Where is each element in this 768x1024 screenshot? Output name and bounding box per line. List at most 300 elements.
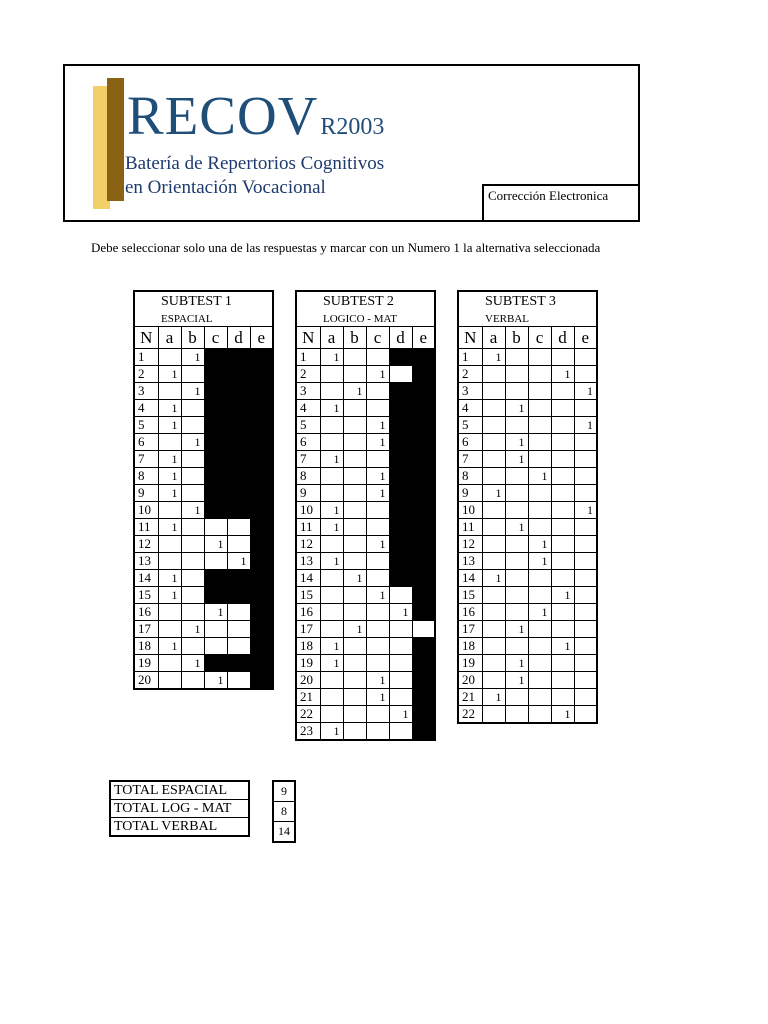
blocked-cell	[250, 417, 273, 434]
answer-cell[interactable]	[574, 621, 597, 638]
answer-cell[interactable]	[574, 553, 597, 570]
answer-cell[interactable]: 1	[366, 689, 389, 706]
answer-cell[interactable]	[320, 536, 343, 553]
answer-cell[interactable]	[181, 638, 204, 655]
answer-cell[interactable]	[505, 587, 528, 604]
answer-cell[interactable]	[528, 417, 551, 434]
answer-cell[interactable]	[320, 587, 343, 604]
question-number: 13	[296, 553, 320, 570]
answer-cell[interactable]	[551, 383, 574, 400]
answer-cell[interactable]	[343, 400, 366, 417]
answer-cell[interactable]	[320, 485, 343, 502]
answer-cell[interactable]	[528, 587, 551, 604]
answer-cell[interactable]	[482, 621, 505, 638]
answer-cell[interactable]: 1	[158, 451, 181, 468]
answer-cell[interactable]	[158, 655, 181, 672]
answer-cell[interactable]	[227, 604, 250, 621]
answer-cell[interactable]: 1	[158, 468, 181, 485]
blocked-cell	[412, 400, 435, 417]
answer-cell[interactable]	[158, 621, 181, 638]
answer-cell[interactable]	[574, 349, 597, 366]
answer-cell[interactable]	[227, 519, 250, 536]
blocked-cell	[250, 451, 273, 468]
answer-row	[134, 519, 273, 536]
answer-cell[interactable]	[528, 434, 551, 451]
answer-cell[interactable]	[551, 621, 574, 638]
answer-cell[interactable]	[204, 519, 227, 536]
answer-cell[interactable]: 1	[482, 689, 505, 706]
blocked-cell	[412, 570, 435, 587]
answer-cell[interactable]	[181, 366, 204, 383]
answer-cell[interactable]: 1	[505, 621, 528, 638]
answer-cell[interactable]: 1	[320, 655, 343, 672]
answer-cell[interactable]: 1	[482, 349, 505, 366]
answer-cell[interactable]	[366, 451, 389, 468]
answer-cell[interactable]	[574, 689, 597, 706]
answer-cell[interactable]	[320, 434, 343, 451]
answer-cell[interactable]	[158, 383, 181, 400]
answer-cell[interactable]: 1	[158, 400, 181, 417]
answer-cell[interactable]	[343, 638, 366, 655]
answer-cell[interactable]	[181, 485, 204, 502]
answer-cell[interactable]: 1	[181, 621, 204, 638]
answer-cell[interactable]: 1	[505, 655, 528, 672]
answer-cell[interactable]: 1	[505, 451, 528, 468]
answer-row	[296, 570, 435, 587]
answer-cell[interactable]	[505, 349, 528, 366]
question-number: 15	[296, 587, 320, 604]
column-header-b: b	[343, 327, 366, 349]
answer-cell[interactable]: 1	[320, 723, 343, 741]
answer-cell[interactable]	[181, 672, 204, 690]
answer-cell[interactable]	[505, 638, 528, 655]
answer-cell[interactable]	[320, 621, 343, 638]
answer-cell[interactable]	[574, 366, 597, 383]
answer-cell[interactable]	[204, 553, 227, 570]
answer-cell[interactable]	[158, 672, 181, 690]
answer-cell[interactable]	[505, 553, 528, 570]
answer-cell[interactable]: 1	[574, 502, 597, 519]
answer-cell[interactable]: 1	[320, 400, 343, 417]
answer-cell[interactable]	[574, 400, 597, 417]
answer-cell[interactable]	[227, 672, 250, 690]
answer-cell[interactable]	[551, 434, 574, 451]
answer-cell[interactable]	[366, 553, 389, 570]
answer-cell[interactable]	[528, 400, 551, 417]
answer-cell[interactable]	[551, 451, 574, 468]
answer-row	[134, 604, 273, 621]
answer-cell[interactable]: 1	[528, 536, 551, 553]
answer-cell[interactable]	[343, 604, 366, 621]
answer-cell[interactable]	[389, 655, 412, 672]
answer-cell[interactable]	[320, 417, 343, 434]
answer-cell[interactable]: 1	[204, 672, 227, 690]
answer-row	[458, 519, 597, 536]
answer-cell[interactable]: 1	[320, 451, 343, 468]
answer-cell[interactable]	[551, 604, 574, 621]
answer-cell[interactable]: 1	[158, 485, 181, 502]
answer-cell[interactable]	[482, 587, 505, 604]
answer-cell[interactable]	[343, 553, 366, 570]
answer-cell[interactable]	[482, 672, 505, 689]
blocked-cell	[250, 553, 273, 570]
answer-cell[interactable]	[320, 689, 343, 706]
answer-cell[interactable]: 1	[389, 604, 412, 621]
answer-cell[interactable]	[574, 536, 597, 553]
blocked-cell	[389, 519, 412, 536]
answer-cell[interactable]	[482, 383, 505, 400]
answer-cell[interactable]	[574, 604, 597, 621]
answer-cell[interactable]	[181, 587, 204, 604]
answer-cell[interactable]	[551, 689, 574, 706]
answer-cell[interactable]	[389, 366, 412, 383]
answer-cell[interactable]	[482, 706, 505, 724]
answer-cell[interactable]	[482, 553, 505, 570]
answer-cell[interactable]	[343, 536, 366, 553]
answer-cell[interactable]	[528, 349, 551, 366]
subtest-1-table	[133, 290, 274, 690]
answer-cell[interactable]	[482, 434, 505, 451]
answer-cell[interactable]: 1	[320, 519, 343, 536]
answer-cell[interactable]: 1	[551, 587, 574, 604]
answer-cell[interactable]: 1	[158, 587, 181, 604]
answer-cell[interactable]	[366, 383, 389, 400]
answer-cell[interactable]	[343, 451, 366, 468]
blocked-cell	[412, 502, 435, 519]
answer-cell[interactable]	[551, 570, 574, 587]
blocked-cell	[412, 485, 435, 502]
answer-cell[interactable]	[389, 672, 412, 689]
blocked-cell	[412, 689, 435, 706]
answer-cell[interactable]: 1	[366, 536, 389, 553]
answer-cell[interactable]: 1	[551, 706, 574, 724]
answer-cell[interactable]	[343, 519, 366, 536]
blocked-cell	[204, 417, 227, 434]
answer-cell[interactable]: 1	[366, 587, 389, 604]
answer-cell[interactable]	[412, 621, 435, 638]
answer-cell[interactable]: 1	[204, 604, 227, 621]
question-number: 20	[458, 672, 482, 689]
answer-cell[interactable]: 1	[482, 485, 505, 502]
question-number: 8	[296, 468, 320, 485]
answer-cell[interactable]: 1	[320, 349, 343, 366]
answer-row	[296, 604, 435, 621]
answer-row	[296, 502, 435, 519]
answer-cell[interactable]: 1	[227, 553, 250, 570]
answer-cell[interactable]: 1	[181, 383, 204, 400]
blocked-cell	[250, 349, 273, 366]
blocked-cell	[204, 485, 227, 502]
answer-cell[interactable]: 1	[505, 672, 528, 689]
total-espacial-label: TOTAL ESPACIAL	[110, 781, 249, 800]
answer-cell[interactable]	[482, 417, 505, 434]
answer-cell[interactable]	[505, 570, 528, 587]
answer-cell[interactable]: 1	[366, 417, 389, 434]
answer-cell[interactable]	[320, 468, 343, 485]
answer-cell[interactable]: 1	[366, 468, 389, 485]
answer-cell[interactable]: 1	[343, 570, 366, 587]
answer-cell[interactable]	[574, 706, 597, 724]
answer-cell[interactable]	[181, 417, 204, 434]
answer-cell[interactable]	[158, 553, 181, 570]
answer-cell[interactable]: 1	[158, 638, 181, 655]
answer-row	[458, 366, 597, 383]
answer-cell[interactable]	[505, 689, 528, 706]
answer-cell[interactable]	[366, 621, 389, 638]
answer-cell[interactable]	[343, 349, 366, 366]
blocked-cell	[250, 587, 273, 604]
answer-cell[interactable]	[343, 366, 366, 383]
answer-cell[interactable]	[320, 383, 343, 400]
answer-row	[458, 434, 597, 451]
answer-cell[interactable]	[181, 604, 204, 621]
answer-cell[interactable]: 1	[574, 417, 597, 434]
answer-cell[interactable]	[320, 672, 343, 689]
answer-cell[interactable]	[227, 621, 250, 638]
blocked-cell	[412, 638, 435, 655]
total-espacial-value: 9	[273, 781, 295, 802]
answer-cell[interactable]	[181, 468, 204, 485]
answer-row	[134, 553, 273, 570]
answer-cell[interactable]	[482, 536, 505, 553]
answer-cell[interactable]	[505, 536, 528, 553]
answer-cell[interactable]: 1	[181, 349, 204, 366]
answer-cell[interactable]: 1	[181, 434, 204, 451]
answer-cell[interactable]	[482, 451, 505, 468]
answer-row	[134, 638, 273, 655]
answer-cell[interactable]	[181, 536, 204, 553]
answer-cell[interactable]: 1	[366, 366, 389, 383]
answer-cell[interactable]	[482, 468, 505, 485]
answer-cell[interactable]	[343, 655, 366, 672]
answer-cell[interactable]	[551, 536, 574, 553]
question-number: 11	[134, 519, 158, 536]
answer-row	[134, 383, 273, 400]
total-verbal-value: 14	[273, 822, 295, 843]
answer-cell[interactable]	[482, 519, 505, 536]
answer-cell[interactable]: 1	[505, 434, 528, 451]
answer-cell[interactable]	[528, 638, 551, 655]
answer-cell[interactable]: 1	[204, 536, 227, 553]
answer-cell[interactable]	[574, 638, 597, 655]
answer-cell[interactable]	[366, 655, 389, 672]
blocked-cell	[389, 383, 412, 400]
answer-cell[interactable]	[551, 553, 574, 570]
answer-cell[interactable]	[505, 366, 528, 383]
answer-cell[interactable]: 1	[366, 434, 389, 451]
answer-cell[interactable]	[320, 570, 343, 587]
answer-cell[interactable]	[574, 434, 597, 451]
answer-cell[interactable]	[505, 706, 528, 724]
answer-cell[interactable]	[343, 502, 366, 519]
answer-cell[interactable]	[574, 655, 597, 672]
answer-cell[interactable]	[158, 349, 181, 366]
answer-cell[interactable]: 1	[343, 383, 366, 400]
answer-cell[interactable]	[574, 519, 597, 536]
answer-cell[interactable]	[366, 400, 389, 417]
answer-cell[interactable]	[482, 366, 505, 383]
blocked-cell	[412, 383, 435, 400]
answer-cell[interactable]	[482, 604, 505, 621]
answer-cell[interactable]	[551, 519, 574, 536]
blocked-cell	[389, 485, 412, 502]
answer-cell[interactable]	[482, 638, 505, 655]
answer-cell[interactable]: 1	[343, 621, 366, 638]
answer-cell[interactable]: 1	[528, 604, 551, 621]
answer-cell[interactable]	[366, 638, 389, 655]
answer-cell[interactable]	[366, 570, 389, 587]
answer-cell[interactable]	[528, 366, 551, 383]
answer-cell[interactable]	[551, 655, 574, 672]
answer-cell[interactable]	[574, 587, 597, 604]
answer-cell[interactable]	[158, 434, 181, 451]
answer-cell[interactable]	[528, 383, 551, 400]
answer-cell[interactable]	[366, 706, 389, 723]
answer-cell[interactable]	[505, 485, 528, 502]
answer-cell[interactable]	[482, 502, 505, 519]
answer-cell[interactable]: 1	[389, 706, 412, 723]
answer-cell[interactable]	[528, 570, 551, 587]
answer-cell[interactable]	[158, 536, 181, 553]
answer-cell[interactable]	[528, 621, 551, 638]
answer-cell[interactable]: 1	[158, 519, 181, 536]
question-number: 5	[134, 417, 158, 434]
answer-cell[interactable]	[343, 723, 366, 741]
answer-cell[interactable]	[551, 468, 574, 485]
answer-cell[interactable]	[551, 400, 574, 417]
answer-cell[interactable]	[389, 621, 412, 638]
answer-cell[interactable]: 1	[505, 400, 528, 417]
answer-cell[interactable]: 1	[574, 383, 597, 400]
answer-cell[interactable]	[389, 638, 412, 655]
answer-cell[interactable]	[574, 485, 597, 502]
answer-cell[interactable]	[204, 638, 227, 655]
total-verbal-label: TOTAL VERBAL	[110, 818, 249, 837]
answer-cell[interactable]	[227, 638, 250, 655]
answer-cell[interactable]	[366, 519, 389, 536]
answer-cell[interactable]: 1	[551, 638, 574, 655]
answer-cell[interactable]: 1	[158, 417, 181, 434]
answer-cell[interactable]: 1	[158, 366, 181, 383]
answer-cell[interactable]	[158, 502, 181, 519]
answer-cell[interactable]	[343, 485, 366, 502]
question-number: 2	[134, 366, 158, 383]
answer-cell[interactable]	[505, 502, 528, 519]
answer-cell[interactable]	[366, 349, 389, 366]
answer-cell[interactable]	[482, 655, 505, 672]
subtest-title: SUBTEST 3	[485, 294, 556, 309]
answer-cell[interactable]	[320, 706, 343, 723]
answer-cell[interactable]	[343, 417, 366, 434]
answer-cell[interactable]	[204, 621, 227, 638]
answer-cell[interactable]: 1	[320, 638, 343, 655]
answer-cell[interactable]	[528, 451, 551, 468]
question-number: 20	[296, 672, 320, 689]
answer-cell[interactable]	[181, 519, 204, 536]
answer-cell[interactable]	[181, 400, 204, 417]
answer-cell[interactable]	[366, 604, 389, 621]
answer-cell[interactable]	[528, 502, 551, 519]
answer-cell[interactable]	[343, 672, 366, 689]
answer-cell[interactable]: 1	[181, 502, 204, 519]
answer-cell[interactable]: 1	[482, 570, 505, 587]
answer-cell[interactable]: 1	[528, 553, 551, 570]
answer-cell[interactable]	[158, 604, 181, 621]
answer-cell[interactable]	[528, 706, 551, 724]
answer-cell[interactable]	[320, 366, 343, 383]
answer-cell[interactable]	[505, 604, 528, 621]
answer-cell[interactable]	[389, 689, 412, 706]
answer-cell[interactable]	[574, 451, 597, 468]
answer-cell[interactable]	[528, 519, 551, 536]
answer-row	[458, 502, 597, 519]
column-header-e: e	[574, 327, 597, 349]
answer-cell[interactable]	[320, 604, 343, 621]
answer-cell[interactable]: 1	[158, 570, 181, 587]
answer-cell[interactable]	[551, 502, 574, 519]
answer-row	[458, 383, 597, 400]
answer-cell[interactable]	[181, 451, 204, 468]
blocked-cell	[389, 417, 412, 434]
answer-cell[interactable]	[343, 706, 366, 723]
answer-cell[interactable]	[551, 485, 574, 502]
answer-cell[interactable]	[482, 400, 505, 417]
blocked-cell	[250, 519, 273, 536]
answer-cell[interactable]	[528, 689, 551, 706]
answer-cell[interactable]	[227, 536, 250, 553]
answer-cell[interactable]	[343, 689, 366, 706]
answer-cell[interactable]	[528, 485, 551, 502]
answer-cell[interactable]: 1	[551, 366, 574, 383]
answer-cell[interactable]	[343, 434, 366, 451]
answer-cell[interactable]	[181, 570, 204, 587]
answer-cell[interactable]	[505, 417, 528, 434]
answer-cell[interactable]	[574, 570, 597, 587]
answer-cell[interactable]	[528, 672, 551, 689]
answer-cell[interactable]	[389, 723, 412, 741]
column-header-c: c	[366, 327, 389, 349]
answer-cell[interactable]: 1	[320, 502, 343, 519]
answer-cell[interactable]	[574, 468, 597, 485]
question-number: 4	[296, 400, 320, 417]
blocked-cell	[389, 349, 412, 366]
question-number: 10	[296, 502, 320, 519]
answer-cell[interactable]	[366, 723, 389, 741]
answer-cell[interactable]	[551, 672, 574, 689]
answer-cell[interactable]: 1	[181, 655, 204, 672]
answer-cell[interactable]	[343, 587, 366, 604]
answer-cell[interactable]	[366, 502, 389, 519]
question-number: 10	[134, 502, 158, 519]
answer-cell[interactable]: 1	[320, 553, 343, 570]
answer-cell[interactable]	[505, 468, 528, 485]
answer-cell[interactable]	[574, 672, 597, 689]
answer-cell[interactable]	[528, 655, 551, 672]
question-number: 9	[134, 485, 158, 502]
answer-cell[interactable]: 1	[366, 485, 389, 502]
answer-cell[interactable]	[551, 349, 574, 366]
answer-cell[interactable]: 1	[528, 468, 551, 485]
answer-cell[interactable]	[505, 383, 528, 400]
answer-cell[interactable]: 1	[366, 672, 389, 689]
answer-cell[interactable]	[551, 417, 574, 434]
answer-cell[interactable]	[181, 553, 204, 570]
answer-cell[interactable]	[389, 587, 412, 604]
answer-cell[interactable]: 1	[505, 519, 528, 536]
answer-cell[interactable]	[343, 468, 366, 485]
question-number: 4	[458, 400, 482, 417]
blocked-cell	[412, 519, 435, 536]
